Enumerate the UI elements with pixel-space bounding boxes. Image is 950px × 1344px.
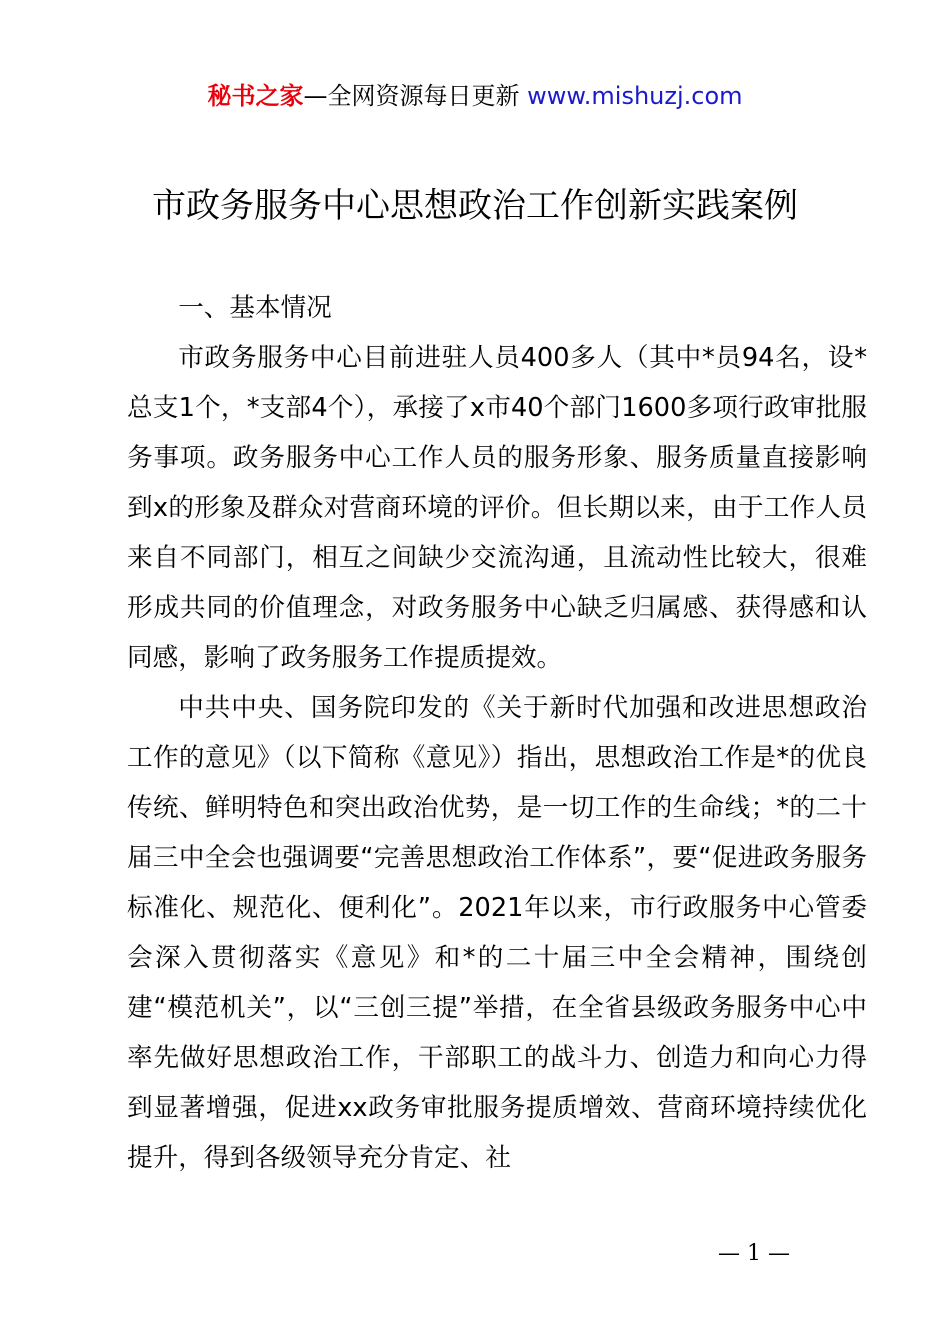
document-title: 市政务服务中心思想政治工作创新实践案例	[152, 186, 798, 226]
paragraph: 中共中央、国务院印发的《关于新时代加强和改进思想政治工作的意见》（以下简称《意见》）指出，思想政治工作是*的优良传统、鲜明特色和突出政治优势，是一切工作的生命线；*的二十届三中全会也强调要“完善思想政治工作体系”，要“促进政务服务标准化、规范化、便利化”。2021年以来，市行政服务中心管委会深入贯彻落实《意见》和*的二十届三中全会精神，围绕创建“模范机关”，以“三创三提”举措，在全省县级政务服务中心中率先做好思想政治工作，干部职工的战斗力、创造力和向心力得到显著增强，促进xx政务审批服务提质增效、营商环境持续优化提升，得到各级领导充分肯定、社	[127, 693, 867, 1173]
site-brand: 秘书之家	[207, 82, 304, 110]
site-tagline: —全网资源每日更新	[303, 82, 528, 110]
document-body	[127, 283, 867, 1183]
site-url-link[interactable]: www.mishuzj.com	[527, 82, 743, 110]
site-header	[0, 80, 950, 112]
section-heading: 一、基本情况	[178, 293, 332, 323]
paragraph: 市政务服务中心目前进驻人员400多人（其中*员94名，设*总支1个，*支部4个），承接了x市40个部门1600多项行政审批服务事项。政务服务中心工作人员的服务形象、服务质量直接影响到x的形象及群众对营商环境的评价。但长期以来，由于工作人员来自不同部门，相互之间缺少交流沟通，且流动性比较大，很难形成共同的价值理念，对政务服务中心缺乏归属感、获得感和认同感，影响了政务服务工作提质提效。	[127, 343, 867, 673]
page-number: — 1 —	[718, 1241, 790, 1266]
